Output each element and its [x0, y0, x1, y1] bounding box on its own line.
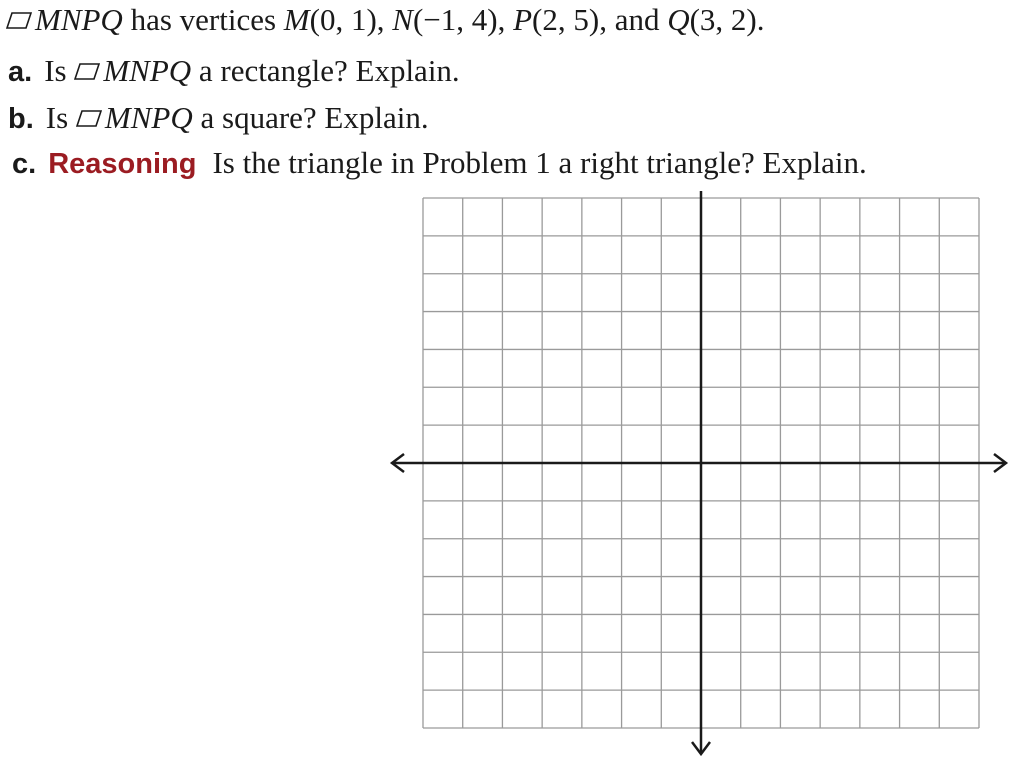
axes — [392, 191, 1006, 754]
part-a-letter: a. — [8, 56, 33, 88]
vertex-q-label: Q — [667, 2, 690, 37]
reasoning-label: Reasoning — [48, 148, 197, 180]
part-a-text2: a rectangle? Explain. — [191, 53, 460, 88]
vertex-p-coords: (2, 5), and — [532, 2, 668, 37]
vertex-p-label: P — [513, 2, 533, 37]
vertex-m-coords: (0, 1), — [309, 2, 393, 37]
part-b-shape: MNPQ — [104, 100, 193, 135]
part-b-letter: b. — [8, 103, 34, 135]
vertex-m-label: M — [283, 2, 310, 37]
intro-text: has vertices — [122, 2, 284, 37]
vertex-n-coords: (−1, 4), — [412, 2, 514, 37]
part-a-text1: Is — [44, 53, 75, 88]
shape-name: MNPQ — [35, 2, 123, 37]
part-c-letter: c. — [12, 148, 37, 180]
part-a-shape: MNPQ — [103, 53, 192, 88]
part-c-text: Is the triangle in Problem 1 a right triangle? Explain. — [212, 145, 867, 180]
vertex-q-coords: (3, 2). — [689, 2, 765, 37]
part-b-text1: Is — [45, 100, 76, 135]
part-b-text2: a square? Explain. — [192, 100, 429, 135]
vertex-n-label: N — [392, 2, 413, 37]
